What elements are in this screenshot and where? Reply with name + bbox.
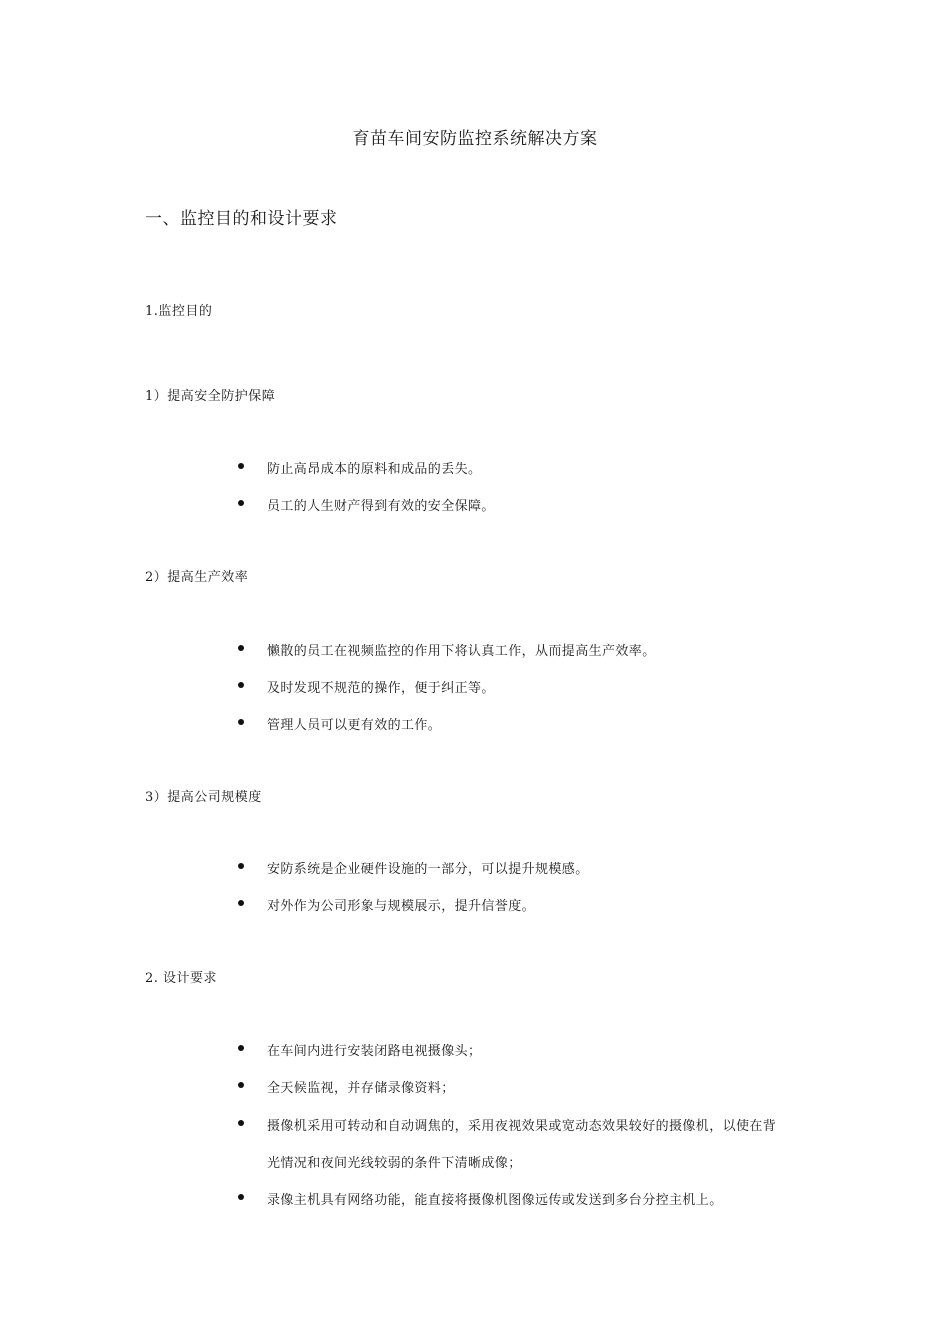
bullet-icon xyxy=(238,1120,244,1126)
list-item-text: 员工的人生财产得到有效的安全保障。 xyxy=(267,499,495,514)
list-item-text: 及时发现不规范的操作，便于纠正等。 xyxy=(267,681,495,696)
list-item-text: 管理人员可以更有效的工作。 xyxy=(267,718,442,733)
list-item-text: 对外作为公司形象与规模展示，提升信誉度。 xyxy=(267,899,536,914)
bullet-icon xyxy=(238,645,244,651)
list-item-text: 摄像机采用可转动和自动调焦的，采用夜视效果或宽动态效果较好的摄像机，以使在背 xyxy=(267,1119,777,1134)
item-heading-efficiency: 2）提高生产效率 xyxy=(145,570,249,585)
section-heading-1: 一、监控目的和设计要求 xyxy=(145,209,338,229)
list-item-text: 安防系统是企业硬件设施的一部分，可以提升规模感。 xyxy=(267,862,589,877)
list-item-text: 懒散的员工在视频监控的作用下将认真工作，从而提高生产效率。 xyxy=(267,644,656,659)
list-item-text: 录像主机具有网络功能，能直接将摄像机图像远传或发送到多台分控主机上。 xyxy=(267,1193,723,1208)
bullet-icon xyxy=(238,863,244,869)
subsection-heading-design: 2. 设计要求 xyxy=(145,971,218,986)
bullet-icon xyxy=(238,500,244,506)
bullet-icon xyxy=(238,463,244,469)
item-heading-safety: 1）提高安全防护保障 xyxy=(145,389,276,404)
subsection-heading-purpose: 1.监控目的 xyxy=(145,304,213,319)
list-item-continuation: 光情况和夜间光线较弱的条件下清晰成像； xyxy=(267,1156,522,1171)
list-item-text: 在车间内进行安装闭路电视摄像头； xyxy=(267,1044,482,1059)
bullet-icon xyxy=(238,682,244,688)
list-item-text: 全天候监视，并存储录像资料； xyxy=(267,1081,455,1096)
bullet-icon xyxy=(238,1194,244,1200)
item-heading-scale: 3）提高公司规模度 xyxy=(145,790,262,805)
bullet-icon xyxy=(238,900,244,906)
bullet-icon xyxy=(238,1045,244,1051)
list-item-text: 防止高昂成本的原料和成品的丢失。 xyxy=(267,462,482,477)
document-title: 育苗车间安防监控系统解决方案 xyxy=(352,129,598,149)
bullet-icon xyxy=(238,719,244,725)
bullet-icon xyxy=(238,1082,244,1088)
